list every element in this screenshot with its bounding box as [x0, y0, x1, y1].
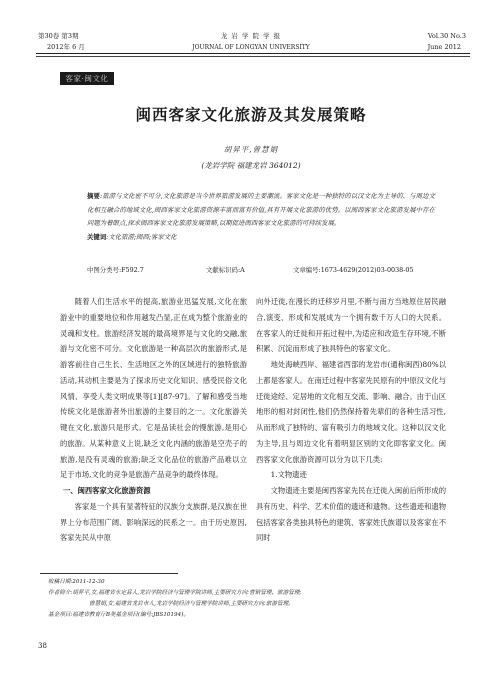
footnote-fund: 基金项目:福建省教育厅B类基金项目(编号:JBS10194)。	[48, 612, 189, 618]
classification-number: 中图分类号:F592.7	[87, 266, 144, 274]
keywords-label: 关键词	[87, 232, 107, 241]
header-rule-thin	[36, 56, 470, 57]
footnote-rule	[40, 573, 178, 574]
journal-name-cn: 龙 岩 学 院 学 报	[220, 32, 282, 40]
paragraph-relics: 文物遗迹主要是闽西客家先民在迁徙入闽前后所形成的具有历史、科学、艺术价值的遗迹和遗物。这些遗迹和遗物包括客家各类独具特色的建筑、客家姓氏族谱以及客家在不同时	[256, 486, 446, 543]
section-heading-1: 一、闽西客家文化旅游资源	[63, 486, 151, 495]
paragraph-migration: 向外迁徙,在漫长的迁移岁月里,不断与南方当地原住居民融合,演变、形成和发展成为一个拥有数千万人口的大民系。在客家人的迁徙和开拓过程中,为适应和改造生存环境,不断积累、沉淀而形成了独具特色的客家文化。	[256, 297, 446, 354]
page-number: 38	[38, 642, 47, 650]
footnote-author-1: 作者简介:胡昇平,女,福建省永定县人,龙岩学院经济与管理学院讲师,主要研究方向:营销管理、旅游管理;	[48, 590, 302, 596]
journal-name-en: JOURNAL OF LONGYAN UNIVERSITY	[192, 44, 310, 51]
paragraph-hakka-intro: 客家是一个具有显著特征的汉族分支族群,是汉族在世界上分布范围广阔、影响深远的民系之一。由于历史原因,客家先民从中原	[60, 501, 247, 543]
article-number: 文章编号:1673-4629(2012)03-0038-05	[293, 266, 414, 274]
date-en: June 2012	[427, 43, 461, 51]
section-heading-2: 1.文物遗迹	[270, 470, 307, 480]
volume-issue-en: Vol.30 No.3	[427, 32, 466, 40]
abstract-label: 摘要	[87, 192, 100, 200]
affiliation: (龙岩学院 福建龙岩 364012)	[201, 161, 301, 170]
footnote-author-2: 曾慧娟,女,福建省龙岩市人,龙岩学院经济与管理学院讲师,主要研究方向:旅游管理。	[89, 601, 294, 607]
paragraph-intro: 随着人们生活水平的提高,旅游业迅猛发展,文化在旅游业中的重要地位和作用越发凸显,正在成为整个旅游业的灵魂和支柱。旅游经济发展的最高境界是与文化的交融,旅游与文化密不可分。文化旅游是一种高层次的旅游形式,是游客前往自己生长、生活地区之外的区域进行的独特旅游活动,其动机主要是为了探求历史文化知识、感受民俗文化风情、享受人类文明成果等[1][87-97]。了解和感受当地传统文化是旅游者外出旅游的主要目的之一。文化旅游关键在文化,旅游只是形式。它是品读社会的慢旅游,是用心的旅游。从某种意义上说,缺乏文化内涵的旅游是空壳子的旅游,是没有灵魂的旅游;缺乏文化品位的旅游产品难以立足于市场,文化的竞争是旅游产品竞争的最终体现。	[60, 297, 247, 480]
abstract	[87, 190, 435, 244]
header-rule-thick	[36, 53, 470, 54]
authors: 胡昇平,曾慧娟	[223, 145, 279, 154]
body-left-column	[60, 294, 247, 546]
keywords-text: :文化旅游;闽西;客家文化	[106, 232, 177, 241]
article-title: 闽西客家文化旅游及其发展策略	[135, 105, 367, 124]
footnote-received: 收稿日期:2011-12-30	[48, 579, 105, 585]
document-code: 文献标识码:A	[206, 266, 245, 274]
body-right-column	[256, 294, 446, 546]
section-banner: 客家·闽文化	[60, 72, 114, 85]
paragraph-minxi: 地处海峡西岸、福建省西部的龙岩市(通称闽西)80%以上都是客家人。在南迁过程中客家先民原有的中原汉文化与迁徙途经、定居地的文化相互交流、影响、融合。由于山区地形的相对封闭性,他们仍然保持着先辈们的各种生活习性,从而形成了独特的、富有吸引力的地域文化。这种以汉文化为主导,且与周边文化有着明显区别的文化即客家文化。闽西客家文化旅游资源可以分为以下几类:	[256, 360, 446, 464]
date-cn: 2012年 6 月	[47, 43, 85, 51]
abstract-text: :旅游与文化密不可分,文化旅游是当今世界旅游发展的主要潮流。客家文化是一种独特的以汉文化为主导的、与周边文化相互融合的地域文化,闽西客家文化旅游资源丰富而富有价值,具有开展文化旅游的优势。以闽西客家文化旅游发展中存在问题为着眼点,探求闽西客家文化旅游发展策略,以期促进闽西客家文化旅游的可持续发展。	[87, 192, 436, 227]
volume-issue-cn: 第30卷 第3期	[38, 32, 79, 40]
